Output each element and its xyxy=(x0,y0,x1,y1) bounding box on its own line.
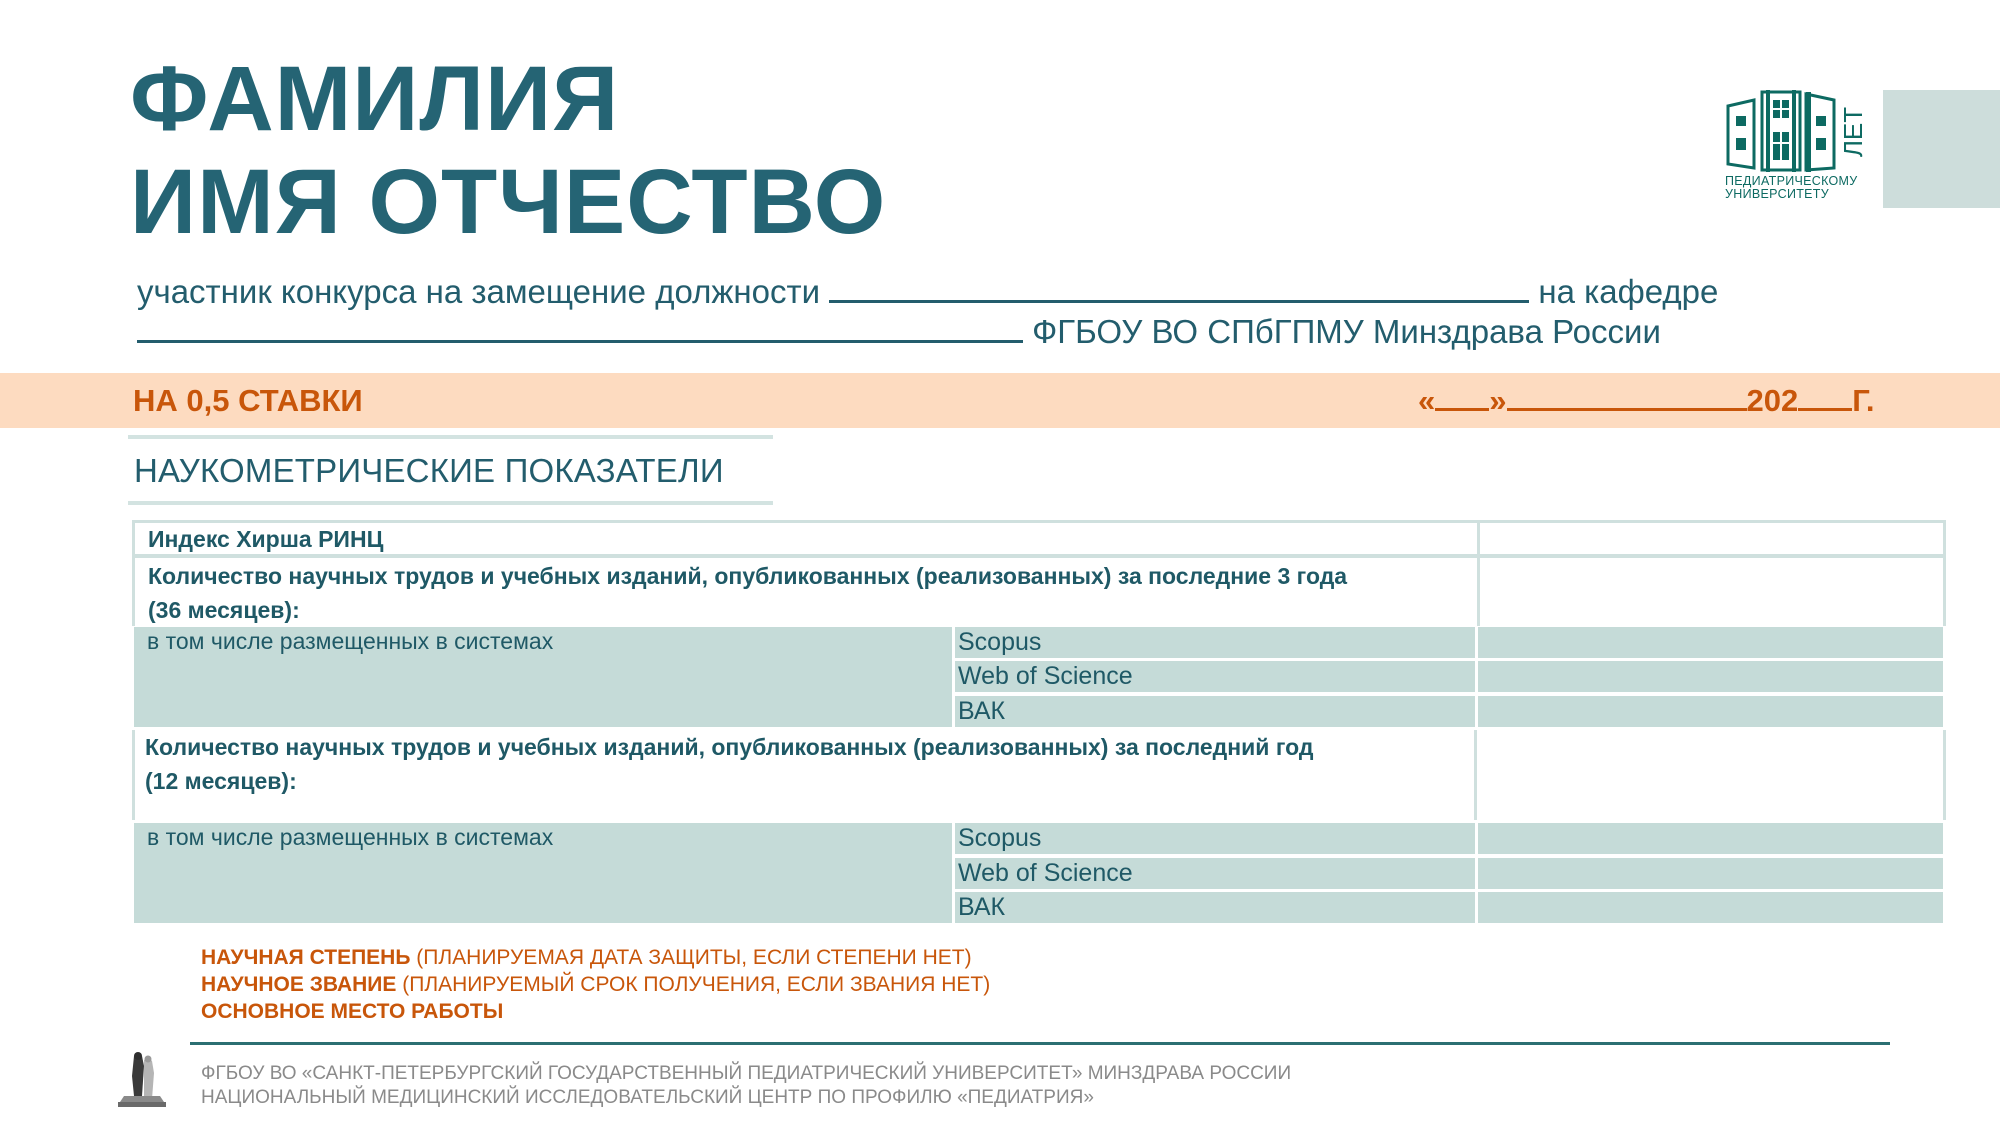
note-degree-label: НАУЧНАЯ СТЕПЕНЬ xyxy=(201,946,411,969)
statement-part2: на кафедре xyxy=(1538,273,1719,310)
footer-divider xyxy=(190,1042,1890,1045)
date-quote-close: » xyxy=(1489,383,1507,418)
rate-label: НА 0,5 СТАВКИ xyxy=(133,383,363,418)
department-blank-field[interactable] xyxy=(137,340,1023,343)
logo-caption xyxy=(1725,175,1858,201)
table-row-vak xyxy=(955,696,1475,727)
value-vak[interactable] xyxy=(1478,696,1943,727)
years-vertical-text: ЛЕТ xyxy=(1838,106,1868,158)
system-name-vak: ВАК xyxy=(958,697,1006,725)
section-bottom-divider xyxy=(128,501,773,505)
note-title xyxy=(201,971,990,998)
note-workplace xyxy=(201,998,990,1025)
1year-label-line2: (12 месяцев): xyxy=(145,768,297,794)
1year-label xyxy=(132,730,1313,798)
statement-part3: ФГБОУ ВО СПбГПМУ Минздрава России xyxy=(1032,313,1661,350)
3years-label xyxy=(135,559,1347,627)
table-row-1year xyxy=(132,728,1946,822)
hirsch-label: Индекс Хирша РИНЦ xyxy=(148,526,384,552)
date-quote-open: « xyxy=(1418,383,1436,418)
system-name-scopus: Scopus xyxy=(958,628,1042,656)
1year-value[interactable] xyxy=(1477,730,1943,820)
year-suffix: Г. xyxy=(1852,383,1875,418)
table-row-hirsch xyxy=(132,520,1946,557)
3years-label-line2: (36 месяцев): xyxy=(148,597,300,623)
year-blank[interactable] xyxy=(1798,408,1852,411)
name-patronymic: ИМЯ ОТЧЕСТВО xyxy=(130,151,887,253)
table-group-1year-systems xyxy=(134,823,952,923)
university-anniversary-logo xyxy=(1722,88,1874,206)
logo-caption-line1: ПЕДИАТРИЧЕСКОМУ xyxy=(1725,174,1858,188)
person-name-title xyxy=(130,48,886,254)
system-name-vak: ВАК xyxy=(958,893,1006,921)
footer-line2: НАЦИОНАЛЬНЫЙ МЕДИЦИНСКИЙ ИССЛЕДОВАТЕЛЬСКИЙ ЦЕНТР ПО ПРОФИЛЮ «ПЕДИАТРИЯ» xyxy=(201,1087,1094,1108)
1year-label-line1: Количество научных трудов и учебных изданий, опубликованных (реализованных) за последний год xyxy=(145,734,1314,760)
system-name-scopus: Scopus xyxy=(958,824,1042,852)
day-blank[interactable] xyxy=(1435,408,1489,411)
footer-institution xyxy=(201,1062,1291,1110)
month-blank[interactable] xyxy=(1507,408,1747,411)
table-row-scopus xyxy=(955,823,1475,854)
right-border xyxy=(1943,730,1946,820)
candidate-notes xyxy=(201,944,990,1025)
decorative-corner-box xyxy=(1883,90,2000,208)
system-name-wos: Web of Science xyxy=(958,662,1133,690)
value-vak[interactable] xyxy=(1478,892,1943,923)
hundred-years-building-icon xyxy=(1722,88,1874,176)
value-wos[interactable] xyxy=(1478,661,1943,692)
table-row-wos xyxy=(955,858,1475,889)
university-emblem-icon xyxy=(114,1050,170,1110)
date-field xyxy=(1418,383,1875,419)
table-group-3years-systems xyxy=(134,627,952,727)
system-name-wos: Web of Science xyxy=(958,859,1133,887)
footer-line1: ФГБОУ ВО «САНКТ-ПЕТЕРБУРГСКИЙ ГОСУДАРСТВЕННЫЙ ПЕДИАТРИЧЕСКИЙ УНИВЕРСИТЕТ» МИНЗДРАВА РОССИИ xyxy=(201,1063,1292,1084)
statement-part1: участник конкурса на замещение должности xyxy=(137,273,821,310)
table-row-scopus xyxy=(955,627,1475,658)
3years-value[interactable] xyxy=(1480,558,1946,624)
3years-label-line1: Количество научных трудов и учебных изданий, опубликованных (реализованных) за последние 3 года xyxy=(148,563,1348,589)
note-title-hint: (ПЛАНИРУЕМЫЙ СРОК ПОЛУЧЕНИЯ, ЕСЛИ ЗВАНИЯ НЕТ) xyxy=(396,973,991,996)
note-degree-hint: (ПЛАНИРУЕМАЯ ДАТА ЗАЩИТЫ, ЕСЛИ СТЕПЕНИ НЕТ) xyxy=(410,946,972,969)
value-scopus[interactable] xyxy=(1478,627,1943,658)
section-top-divider xyxy=(128,435,773,439)
logo-caption-line2: УНИВЕРСИТЕТУ xyxy=(1725,187,1829,201)
table-row-vak xyxy=(955,892,1475,923)
surname: ФАМИЛИЯ xyxy=(130,48,620,150)
year-prefix: 202 xyxy=(1746,383,1799,418)
note-degree xyxy=(201,944,990,971)
note-workplace-label: ОСНОВНОЕ МЕСТО РАБОТЫ xyxy=(201,1000,504,1023)
section-title: НАУКОМЕТРИЧЕСКИЕ ПОКАЗАТЕЛИ xyxy=(134,452,724,489)
table-row-wos xyxy=(955,661,1475,692)
systems-label: в том числе размещенных в системах xyxy=(147,824,554,850)
systems-label: в том числе размещенных в системах xyxy=(147,628,554,654)
position-blank-field[interactable] xyxy=(829,300,1529,303)
position-statement xyxy=(137,272,1718,352)
value-scopus[interactable] xyxy=(1478,823,1943,854)
table-row-3years xyxy=(132,555,1946,626)
hirsch-value[interactable] xyxy=(1480,523,1946,554)
value-wos[interactable] xyxy=(1478,858,1943,889)
note-title-label: НАУЧНОЕ ЗВАНИЕ xyxy=(201,973,397,996)
